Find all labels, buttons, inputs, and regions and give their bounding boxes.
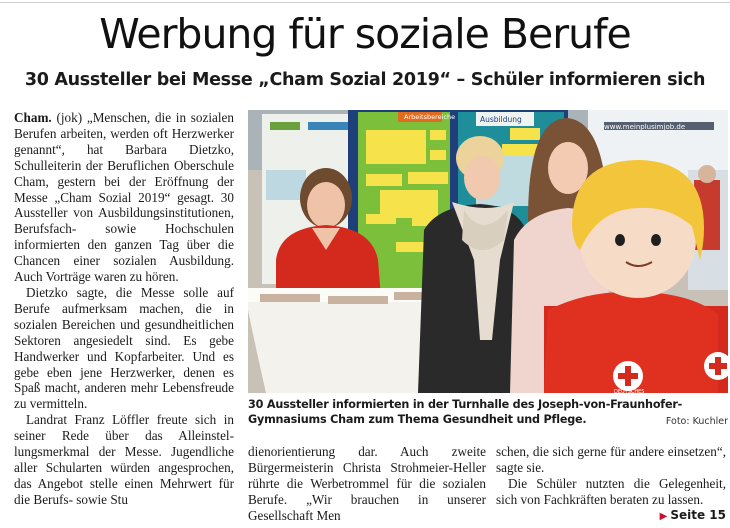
paragraph	[496, 475, 726, 522]
paragraph	[14, 110, 234, 285]
paragraph: dienorientierung dar. Auch zweite Bürgermeisterin Christa Strohmeier-Heller rührte die Werbetrommel für die sozialen Berufe. „Wir brauchen in unserer Gesellschaft Men	[248, 444, 486, 523]
photo-credit: Foto: Kuchler	[665, 416, 728, 427]
paragraph: Landrat Franz Löffler freute sich in seiner Rede über das Alleinstellungsmerkmal der Messe. Jugendliche aller Schularten würden angesprochen, das Angebot stelle einen Mehrwert für die Berufs- sowie Stu	[14, 412, 234, 507]
photo-caption: 30 Aussteller informierten in der Turnhalle des Joseph-von-Fraunhofer-Gymnasiums Cham zum Thema Gesundheit und Pflege.	[248, 398, 683, 426]
headline: Werbung für soziale Berufe	[99, 10, 631, 58]
top-rule	[0, 2, 730, 3]
dateline: Cham.	[14, 110, 52, 125]
article-column-1	[14, 110, 234, 524]
photo-illustration	[248, 110, 728, 393]
board-heading-2: Ausbildung	[480, 115, 522, 124]
paragraph-text: (jok) „Menschen, die in sozialen Berufen arbeiten, werden oft Herzwerker genannt“, hat Barbara Dietzko, Schulleiterin der Beruflichen Oberschule Cham, gestern bei der Eröffnung der Messe „Cham Sozial 2019“ gesagt. 30 Aussteller von Ausbildungsinstitutionen, Berufsfach- sowie Hochschulen informierten den ganzen Tag über die Chancen einer sozialen Ausbildung. Auch Vorträge waren zu hören.	[14, 110, 234, 285]
article-column-2	[248, 444, 486, 526]
paragraph-text: Die Schüler nutzten die Gelegenheit, sich von Fachkräften beraten zu lassen.	[496, 475, 726, 507]
banner-url: www.meinplusimjob.de	[604, 123, 686, 131]
article-photo	[248, 110, 728, 393]
board-heading-1: Arbeitsbereiche	[404, 113, 456, 121]
page-reference[interactable]	[648, 508, 726, 525]
paragraph: Dietzko sagte, die Messe solle auf Berufe aufmerksam machen, die in sozialen Bereichen und gesundheitlichen Sektoren angesiedelt sind. Es gebe Handwerker und Kopfarbeiter. Und es gebe eben jene Herzwerker, denen es Spaß macht, anderen mehr Lebensfreude zu vermitteln.	[14, 284, 234, 412]
page-reference-label: Seite 15	[670, 507, 726, 522]
cross-label: DEUTSCHES	[614, 389, 645, 393]
subheadline: 30 Aussteller bei Messe „Cham Sozial 2019“ – Schüler informieren sich	[24, 70, 706, 90]
article-column-3	[496, 444, 726, 526]
paragraph: schen, die sich gerne für andere einsetzen“, sagte sie.	[496, 444, 726, 475]
triangle-right-icon: ▶	[659, 510, 668, 522]
